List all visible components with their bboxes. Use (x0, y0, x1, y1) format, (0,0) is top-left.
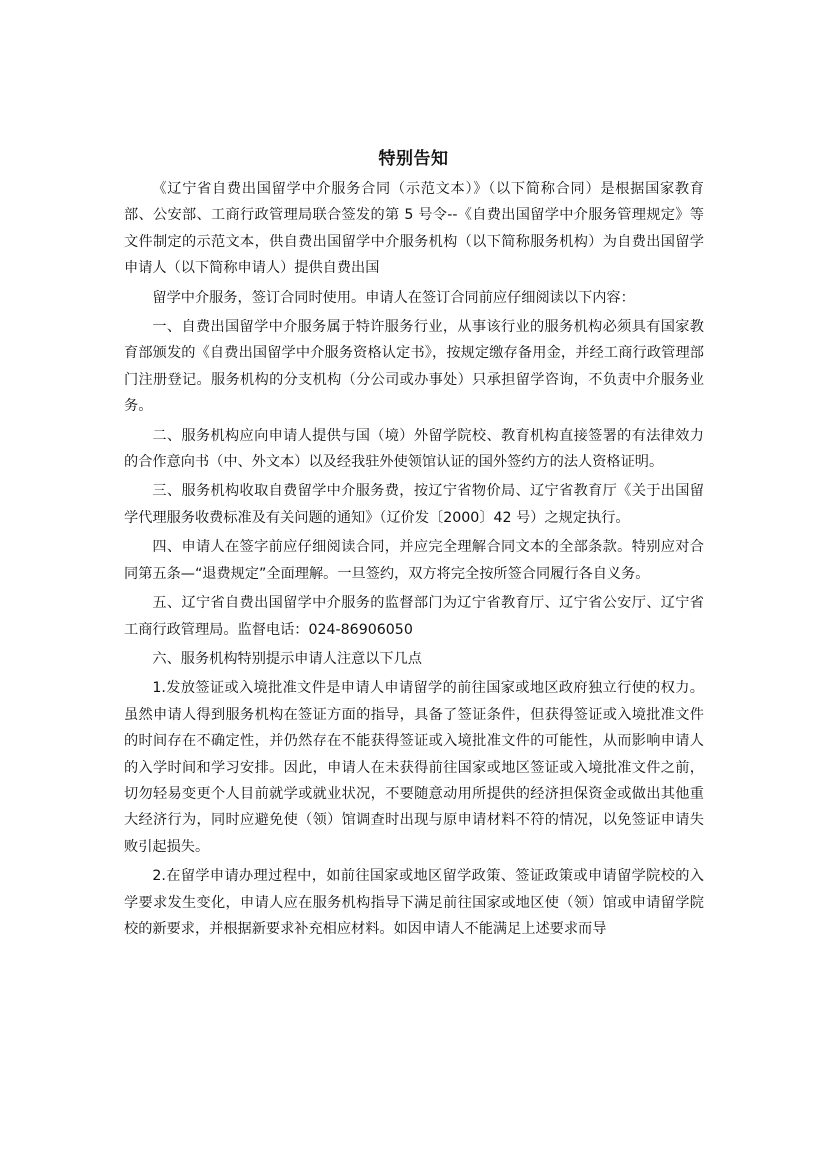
paragraph-item-5: 五、辽宁省自费出国留学中介服务的监督部门为辽宁省教育厅、辽宁省公安厅、辽宁省工商行政管理局。监督电话：024-86906050 (124, 595, 704, 638)
paragraph-intro-continued: 留学中介服务，签订合同时使用。申请人在签订合同前应仔细阅读以下内容： (152, 289, 635, 306)
paragraph-intro: 《辽宁省自费出国留学中介服务合同（示范文本）》（以下简称合同）是根据国家教育部、公安部、工商行政管理局联合签发的第 5 号令--《自费出国留学中介服务管理规定》等文件制定的示范文本，供自费出国留学中介服务机构（以下简称服务机构）为自费出国留学申请人（以下简称申请人）提供自费出国 (124, 181, 704, 277)
paragraph-note-2: 2.在留学申请办理过程中，如前往国家或地区留学政策、签证政策或申请留学院校的入学要求发生变化，申请人应在服务机构指导下满足前往国家或地区使（领）馆或申请留学院校的新要求，并根据新要求补充相应材料。如因申请人不能满足上述要求而导 (124, 868, 704, 937)
document-body (124, 176, 704, 945)
document-title: 特别告知 (378, 149, 449, 169)
paragraph-item-3: 三、服务机构收取自费留学中介服务费，按辽宁省物价局、辽宁省教育厅《关于出国留学代理服务收费标准及有关问题的通知》（辽价发〔2000〕42 号）之规定执行。 (124, 483, 704, 526)
paragraph-note-1: 1.发放签证或入境批准文件是申请人申请留学的前往国家或地区政府独立行使的权力。虽然申请人得到服务机构在签证方面的指导，具备了签证条件，但获得签证或入境批准文件的时间存在不确定性，并仍然存在不能获得签证或入境批准文件的可能性，从而影响申请人的入学时间和学习安排。因此，申请人在未获得前往国家或地区签证或入境批准文件之前，切勿轻易变更个人目前就学或就业状况，不要随意动用所提供的经济担保资金或做出其他重大经济行为，同时应避免使（领）馆调查时出现与原申请材料不符的情况，以免签证申请失败引起损失。 (124, 680, 704, 855)
paragraph-item-6: 六、服务机构特别提示申请人注意以下几点 (152, 650, 422, 667)
paragraph-item-4: 四、申请人在签字前应仔细阅读合同，并应完全理解合同文本的全部条款。特别应对合同第五条—“退费规定”全面理解。一旦签约，双方将完全按所签合同履行各自义务。 (124, 539, 704, 582)
paragraph-item-2: 二、服务机构应向申请人提供与国（境）外留学院校、教育机构直接签署的有法律效力的合作意向书（中、外文本）以及经我驻外使领馆认证的国外签约方的法人资格证明。 (124, 427, 704, 471)
paragraph-item-1: 一、自费出国留学中介服务属于特许服务行业，从事该行业的服务机构必须具有国家教育部颁发的《自费出国留学中介服务资格认定书》，按规定缴存备用金，并经工商行政管理部门注册登记。服务机构的分支机构（分公司或办事处）只承担留学咨询，不负责中介服务业务。 (124, 319, 704, 415)
